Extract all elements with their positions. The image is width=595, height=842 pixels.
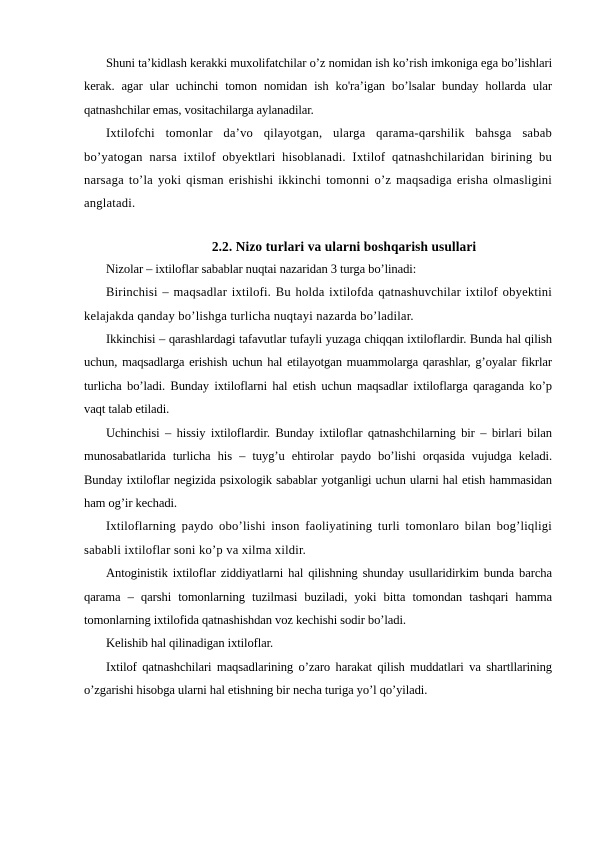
- body-paragraph: Ixtilof qatnashchilari maqsadlarining o’zaro harakat qilish muddatlari va shartllarining o’zgarishi hisobga ularni hal etishning bir necha turiga yo’l qo’yiladi.: [84, 659, 552, 698]
- body-paragraph: Nizolar – ixtiloflar sabablar nuqtai nazaridan 3 turga bo’linadi:: [106, 261, 417, 276]
- body-paragraph: Kelishib hal qilinadigan ixtiloflar.: [106, 636, 274, 651]
- body-paragraph: Uchinchisi – hissiy ixtiloflardir. Bunday ixtiloflar qatnashchilarning bir – birlari bilan munosabatlarida turlicha his – tuyg’u ehtirolar paydo bo’lishi orqasida vujudga keladi. Bunday ixtiloflar negizida psixologik sabablar yotganligi uchun ularni hal etish hammasidan ham og’ir kechadi.: [84, 425, 552, 510]
- body-paragraph: Shuni ta’kidlash kerakki muxolifatchilar o’z nomidan ish ko’rish imkoniga ega bo’lishlari kerak. agar ular uchinchi tomon nomidan ish ko'ra’igan bo’lsalar bunday hollarda ular qatnashchilar emas, vositachilarga aylanadilar.: [84, 56, 552, 117]
- document-page: [84, 52, 552, 703]
- body-paragraph: Birinchisi – maqsadlar ixtilofi. Bu holda ixtilofda qatnashuvchilar ixtilof obyektini kelajakda qanday bo’lishga turlicha nuqtayi nazarda bo’ladilar.: [84, 285, 552, 323]
- section-heading: 2.2. Nizo turlari va ularni boshqarish usullari: [211, 238, 477, 254]
- body-paragraph: Antoginistik ixtiloflar ziddiyatlarni hal qilishning shunday usullaridirkim bunda barcha qarama – qarshi tomonlarning tuzilmasi buziladi, yoki bitta tomondan tashqari hamma tomonlarning ixtilofida qatnashishdan voz kechishi sodir bo’ladi.: [84, 566, 552, 627]
- body-paragraph: Ikkinchisi – qarashlardagi tafavutlar tufayli yuzaga chiqqan ixtiloflardir. Bunda hal qilish uchun, maqsadlarga erishish uchun hal etilayotgan muammolarga qarashlar, g’oyalar fikrlar turlicha bo’ladi. Bunday ixtiloflarni hal etish uchun maqsadlar ixtiloflarga qaraganda ko’p vaqt talab etiladi.: [84, 332, 552, 417]
- body-paragraph: Ixtilofchi tomonlar da’vo qilayotgan, ularga qarama-qarshilik bahsga sabab bo’yatogan narsa ixtilof obyektlari hisoblanadi. Ixtilof qatnashchilaridan birining bu narsaga to’la yoki qisman erishishi ikkinchi tomonni o’z maqsadiga erisha olmasligini anglatadi.: [84, 126, 552, 211]
- body-paragraph: Ixtiloflarning paydo obo’lishi inson faoliyatining turli tomonlaro bilan bog’liqligi sababli ixtiloflar soni ko’p va xilma xildir.: [84, 519, 552, 557]
